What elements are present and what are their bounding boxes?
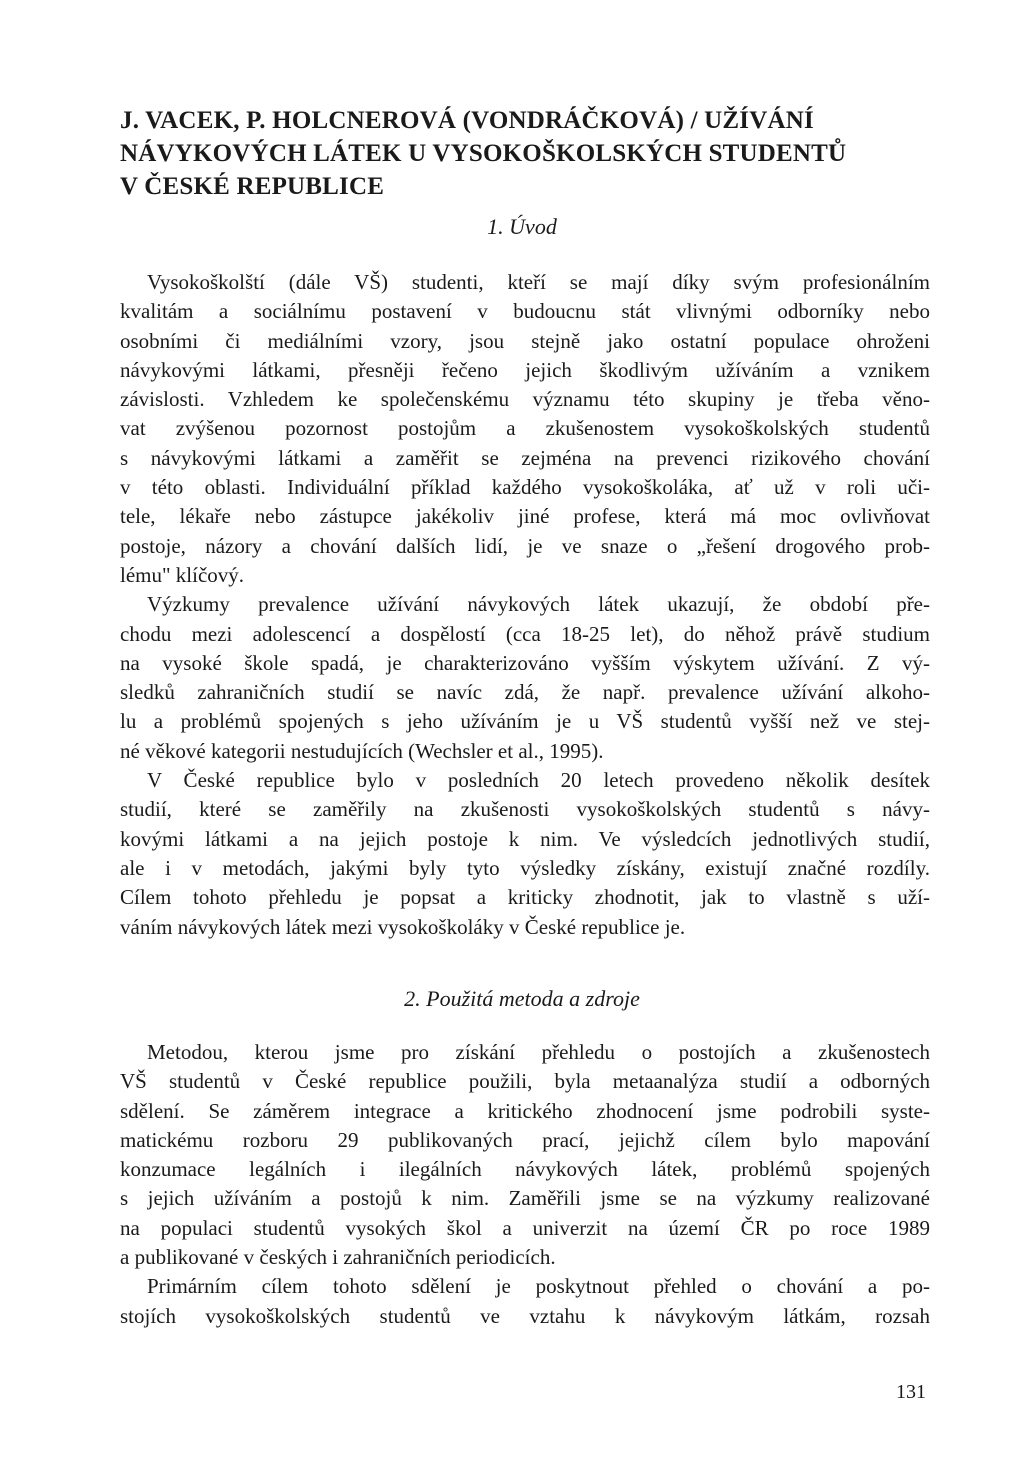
title-line: J. VACEK, P. HOLCNEROVÁ (VONDRÁČKOVÁ) / UŽÍVÁNÍ <box>120 107 814 134</box>
text-line: chodu mezi adolescencí a dospělostí (cca 18-25 let), do něhož právě studium <box>120 621 930 646</box>
section-body-intro <box>120 268 930 942</box>
text-line: Výzkumy prevalence užívání návykových látek ukazují, že období pře- <box>147 592 930 617</box>
text-line: matickému rozboru 29 publikovaných prací, jejichž cílem bylo mapování <box>120 1127 930 1152</box>
text-line: sledků zahraničních studií se navíc zdá, že např. prevalence užívání alkoho- <box>120 680 930 705</box>
text-line: na populaci studentů vysokých škol a univerzit na území ČR po roce 1989 <box>120 1215 930 1240</box>
text-line: kvalitám a sociálnímu postavení v budoucnu stát vlivnými odborníky nebo <box>120 299 930 324</box>
text-line: stojích vysokoškolských studentů ve vztahu k návykovým látkám, rozsah <box>120 1303 930 1328</box>
text-line: s jejich užíváním a postojů k nim. Zaměřili jsme se na výzkumy realizované <box>120 1186 930 1211</box>
text-line: kovými látkami a na jejich postoje k nim. Ve výsledcích jednotlivých studií, <box>120 826 930 851</box>
text-line: návykovými látkami, přesněji řečeno jejich škodlivým užíváním a vznikem <box>120 357 930 382</box>
section-heading-methods: 2. Použitá metoda a zdroje <box>404 986 640 1011</box>
text-line: lému" klíčový. <box>120 562 245 587</box>
title-line: NÁVYKOVÝCH LÁTEK U VYSOKOŠKOLSKÝCH STUDENTŮ <box>120 140 847 167</box>
text-line: VŠ studentů v České republice použili, byla metaanalýza studií a odborných <box>120 1069 930 1094</box>
text-line: s návykovými látkami a zaměřit se zejména na prevenci rizikového chování <box>120 445 930 470</box>
text-line: né věkové kategorii nestudujících (Wechsler et al., 1995). <box>120 738 604 763</box>
text-line: na vysoké škole spadá, je charakterizováno vyšším výskytem užívání. Z vý- <box>120 650 930 675</box>
article-title <box>120 104 920 203</box>
text-line: tele, lékaře nebo zástupce jakékoliv jiné profese, která má moc ovlivňovat <box>120 504 930 529</box>
section-heading-intro: 1. Úvod <box>487 214 557 239</box>
text-line: lu a problémů spojených s jeho užíváním je u VŠ studentů vyšší než ve stej- <box>120 709 930 734</box>
text-line: v této oblasti. Individuální příklad každého vysokoškoláka, ať už v roli uči- <box>120 475 930 500</box>
text-line: Primárním cílem tohoto sdělení je poskytnout přehled o chování a po- <box>147 1274 930 1299</box>
text-line: ale i v metodách, jakými byly tyto výsledky získány, existují značné rozdíly. <box>120 855 930 880</box>
text-line: postoje, názory a chování dalších lidí, je ve snaze o „řešení drogového prob- <box>120 533 930 558</box>
text-line: závislosti. Vzhledem ke společenskému významu této skupiny je třeba věno- <box>120 387 930 412</box>
section-body-methods <box>120 1038 930 1331</box>
text-line: V České republice bylo v posledních 20 letech provedeno několik desítek <box>147 768 930 793</box>
text-line: a publikované v českých i zahraničních periodicích. <box>120 1245 556 1270</box>
text-line: konzumace legálních i ilegálních návykových látek, problémů spojených <box>120 1157 930 1182</box>
text-line: Cílem tohoto přehledu je popsat a kriticky zhodnotit, jak to vlastně s uží- <box>120 885 930 910</box>
text-line: vat zvýšenou pozornost postojům a zkušenostem vysokoškolských studentů <box>120 416 930 441</box>
text-line: Metodou, kterou jsme pro získání přehledu o postojích a zkušenostech <box>147 1040 930 1064</box>
text-line: váním návykových látek mezi vysokoškoláky v České republice je. <box>120 914 686 939</box>
text-line: sdělení. Se záměrem integrace a kritického zhodnocení jsme podrobili syste- <box>120 1098 930 1123</box>
page-number: 131 <box>896 1381 926 1403</box>
text-line: studií, které se zaměřily na zkušenosti vysokoškolských studentů s návy- <box>120 797 930 822</box>
text-line: osobními či mediálními vzory, jsou stejně jako ostatní populace ohroženi <box>120 328 930 353</box>
text-line: Vysokoškolští (dále VŠ) studenti, kteří se mají díky svým profesionálním <box>147 270 930 294</box>
title-line: V ČESKÉ REPUBLICE <box>120 173 385 200</box>
